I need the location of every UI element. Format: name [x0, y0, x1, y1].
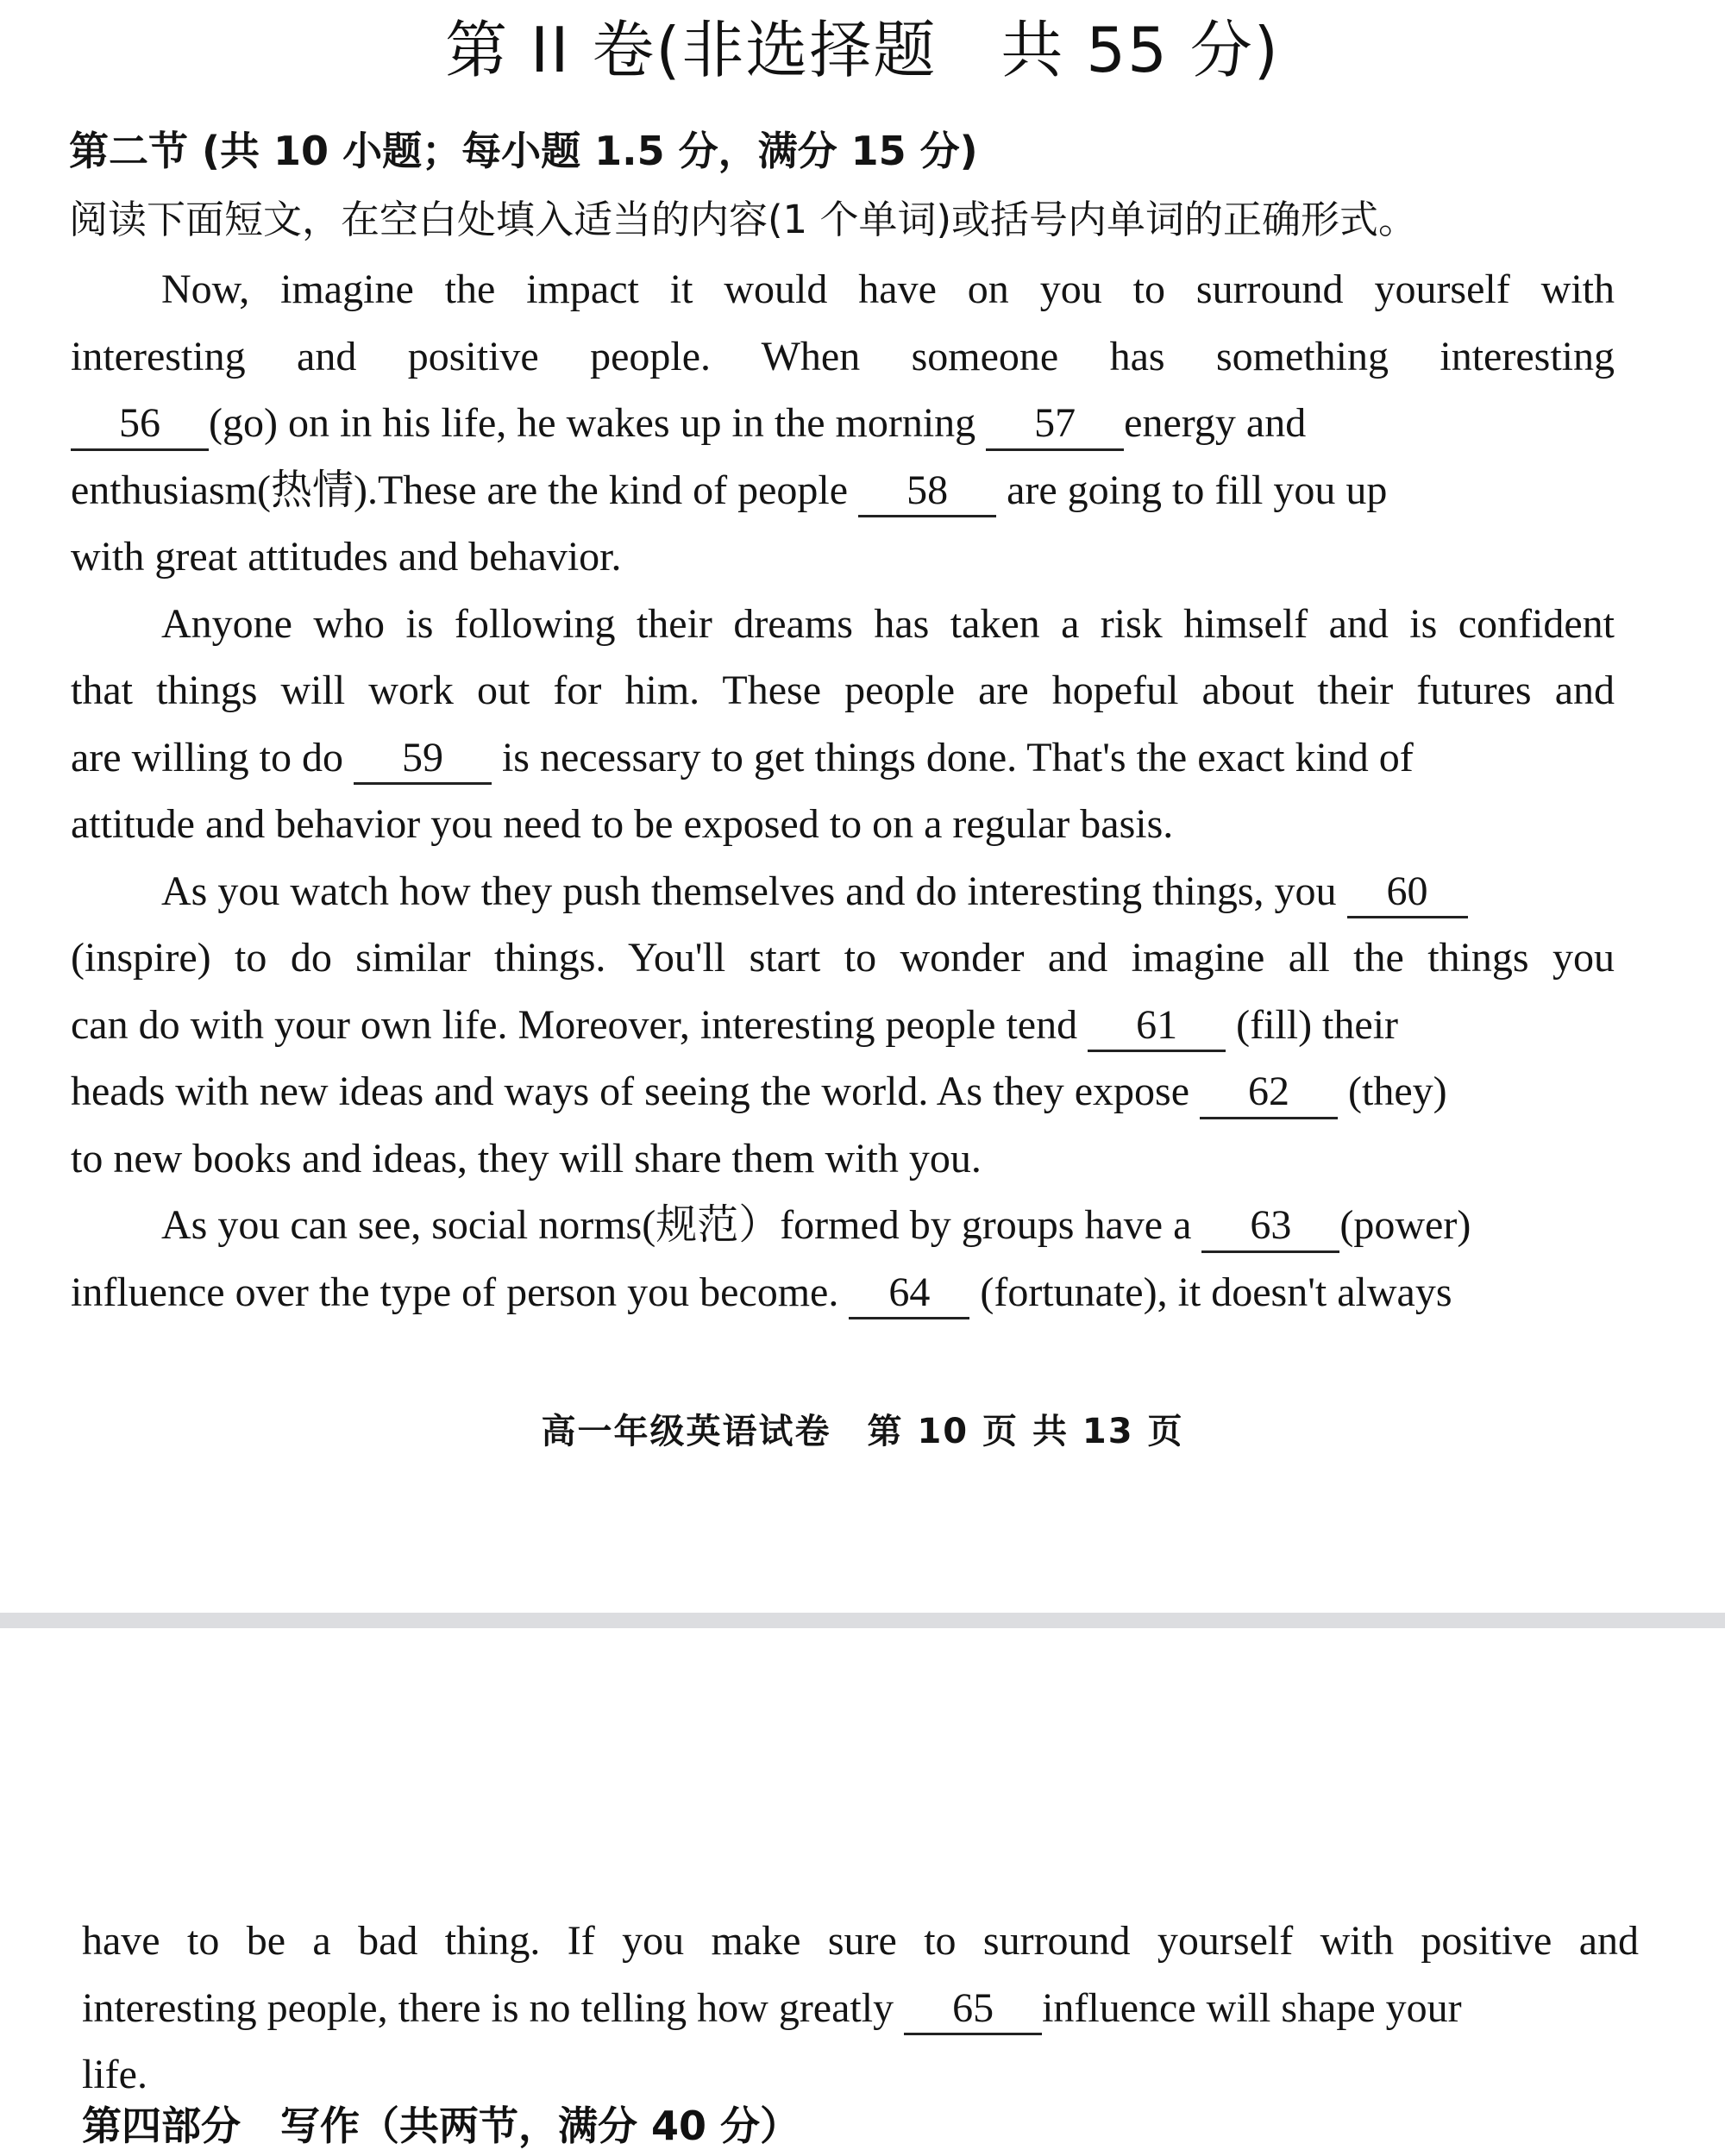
passage-line: that things will work out for him. These people are hopeful about their futures and [71, 667, 1615, 713]
passage-line: influence over the type of person you become. 64 (fortunate), it doesn't always [71, 1259, 1615, 1326]
passage-line: Now, imagine the impact it would have on you to surround yourself with [161, 266, 1615, 312]
blank-62[interactable]: 62 [1200, 1067, 1338, 1119]
page-footer: 高一年级英语试卷 第 10 页 共 13 页 [541, 1412, 1184, 1451]
paper-title: 第 II 卷(非选择题 共 55 分) [445, 14, 1280, 86]
blank-61[interactable]: 61 [1088, 1000, 1226, 1053]
instruction-text: 阅读下面短文，在空白处填入适当的内容(1 个单词)或括号内单词的正确形式。 [69, 197, 1418, 242]
passage-line: with great attitudes and behavior. [71, 534, 622, 580]
blank-64[interactable]: 64 [849, 1268, 969, 1320]
passage-line: have to be a bad thing. If you make sure to surround yourself with positive and [82, 1918, 1639, 1964]
blank-59[interactable]: 59 [354, 733, 492, 786]
passage-bottom [82, 1908, 1639, 2109]
page-separator [0, 1613, 1725, 1628]
section-heading: 第二节 (共 10 小题；每小题 1.5 分，满分 15 分) [69, 128, 978, 174]
passage-line: interesting people, there is no telling how greatly 65 influence will shape your [82, 1975, 1639, 2042]
blank-65[interactable]: 65 [904, 1984, 1042, 2036]
passage-line: attitude and behavior you need to be exposed to on a regular basis. [71, 801, 1174, 847]
passage-line: enthusiasm(热情).These are the kind of people 58 are going to fill you up [71, 457, 1615, 524]
passage-line: to new books and ideas, they will share them with you. [71, 1135, 982, 1181]
blank-60[interactable]: 60 [1347, 867, 1468, 919]
passage-line: 56 (go) on in his life, he wakes up in the morning 57 energy and [71, 390, 1615, 457]
passage-line: can do with your own life. Moreover, interesting people tend 61 (fill) their [71, 992, 1615, 1059]
passage-line: Anyone who is following their dreams has taken a risk himself and is confident [161, 600, 1615, 647]
passage-top [71, 256, 1615, 1326]
blank-58[interactable]: 58 [858, 466, 996, 518]
blank-56[interactable]: 56 [71, 398, 209, 451]
passage-line: are willing to do 59 is necessary to get things done. That's the exact kind of [71, 724, 1615, 792]
blank-63[interactable]: 63 [1201, 1200, 1339, 1253]
passage-line: As you can see, social norms(规范）formed by groups have a 63 (power) [71, 1192, 1615, 1259]
next-section-heading: 第四部分 写作（共两节，满分 40 分） [82, 2103, 800, 2149]
passage-line: As you watch how they push themselves and do interesting things, you 60 [71, 858, 1615, 925]
passage-line: (inspire) to do similar things. You'll start to wonder and imagine all the things you [71, 935, 1615, 981]
passage-line: interesting and positive people. When someone has something interesting [71, 333, 1615, 379]
passage-line: heads with new ideas and ways of seeing the world. As they expose 62 (they) [71, 1058, 1615, 1125]
blank-57[interactable]: 57 [986, 398, 1124, 451]
passage-line: life. [82, 2052, 147, 2097]
